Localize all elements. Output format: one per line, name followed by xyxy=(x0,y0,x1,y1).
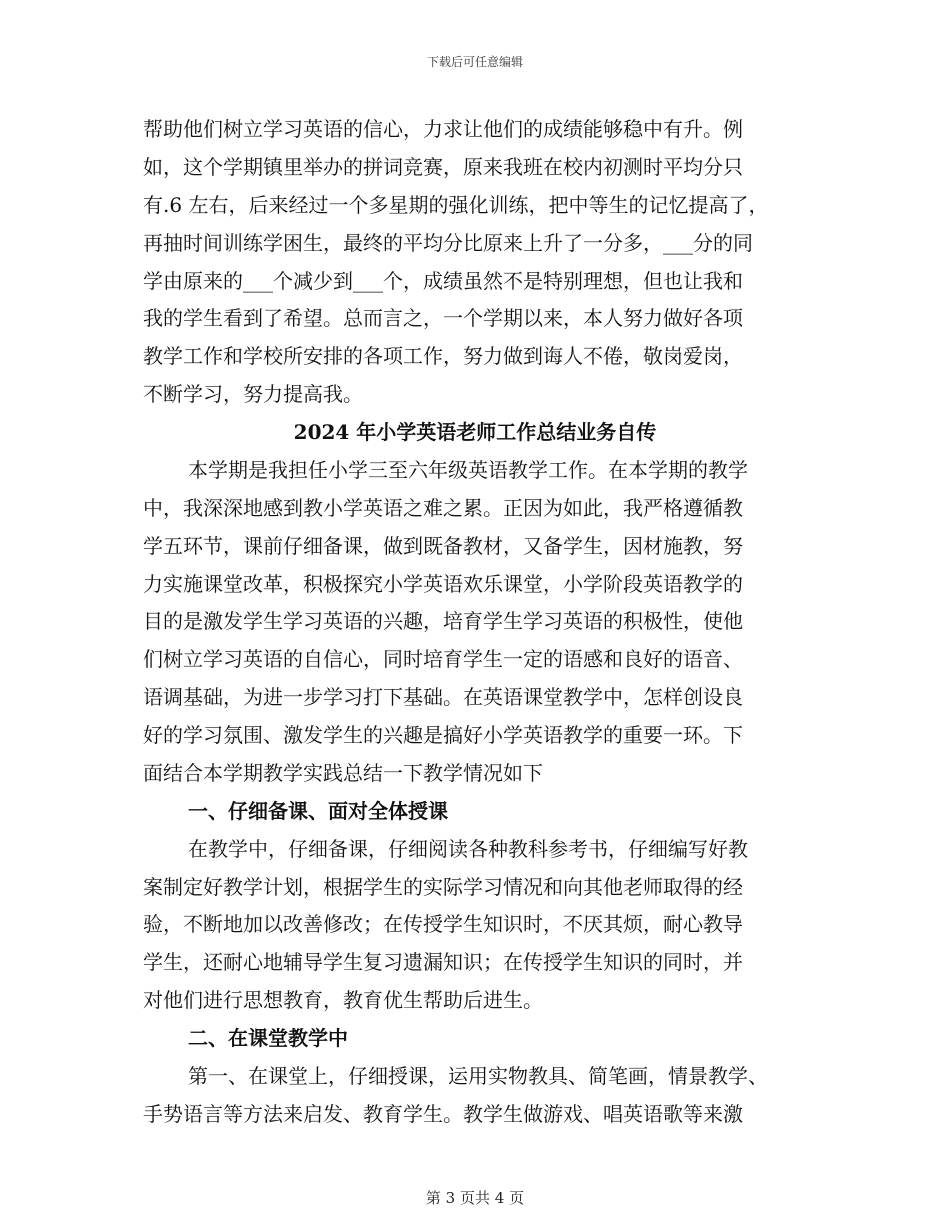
paragraph-line: 有.6 左右，后来经过一个多星期的强化训练，把中等生的记忆提高了， xyxy=(143,193,769,217)
page-footer: 第 3 页共 4 页 xyxy=(425,1189,525,1207)
paragraph-line: 我的学生看到了希望。总而言之，一个学期以来，本人努力做好各项 xyxy=(143,306,743,330)
paragraph-line: 们树立学习英语的自信心，同时培育学生一定的语感和良好的语音、 xyxy=(143,647,743,671)
paragraph-line: 学生，还耐心地辅导学生复习遗漏知识；在传授学生知识的同时，并 xyxy=(143,950,743,974)
paragraph-line: 帮助他们树立学习英语的信心，力求让他们的成绩能够稳中有升。例 xyxy=(143,117,743,141)
paragraph-line: 不断学习，努力提高我。 xyxy=(143,382,363,406)
paragraph-line: 学五环节，课前仔细备课，做到既备教材，又备学生，因材施教，努 xyxy=(143,534,743,558)
paragraph-line: 对他们进行思想教育，教育优生帮助后进生。 xyxy=(143,988,543,1012)
section-heading-1: 一、仔细备课、面对全体授课 xyxy=(188,799,448,823)
paragraph-line: 语调基础，为进一步学习打下基础。在英语课堂教学中，怎样创设良 xyxy=(143,685,743,709)
paragraph-line: 第一、在课堂上，仔细授课，运用实物教具、简笔画，情景教学、 xyxy=(188,1064,768,1088)
page-header: 下载后可任意编辑 xyxy=(426,55,523,69)
section-title: 2024 年小学英语老师工作总结业务自传 xyxy=(293,420,657,444)
paragraph-line: 验，不断地加以改善修改；在传授学生知识时，不厌其烦，耐心教导 xyxy=(143,912,743,936)
section-heading-2: 二、在课堂教学中 xyxy=(188,1026,348,1050)
paragraph-line: 在教学中，仔细备课，仔细阅读各种教科参考书，仔细编写好教 xyxy=(188,837,748,861)
paragraph-line: 如，这个学期镇里举办的拼词竞赛，原来我班在校内初测时平均分只 xyxy=(143,155,743,179)
paragraph-line: 手势语言等方法来启发、教育学生。教学生做游戏、唱英语歌等来激 xyxy=(143,1102,743,1126)
paragraph-line: 目的是激发学生学习英语的兴趣，培育学生学习英语的积极性，使他 xyxy=(143,609,743,633)
paragraph-line: 案制定好教学计划，根据学生的实际学习情况和向其他老师取得的经 xyxy=(143,875,743,899)
paragraph-line: 学由原来的___个减少到___个，成绩虽然不是特别理想，但也让我和 xyxy=(143,269,743,293)
paragraph-line: 教学工作和学校所安排的各项工作，努力做到诲人不倦，敬岗爱岗， xyxy=(143,344,743,368)
paragraph-line: 本学期是我担任小学三至六年级英语教学工作。在本学期的教学 xyxy=(188,458,748,482)
paragraph-line: 再抽时间训练学困生，最终的平均分比原来上升了一分多，___分的同 xyxy=(143,231,753,255)
paragraph-line: 面结合本学期教学实践总结一下教学情况如下 xyxy=(143,761,543,785)
paragraph-line: 力实施课堂改革，积极探究小学英语欢乐课堂，小学阶段英语教学的 xyxy=(143,572,743,596)
paragraph-line: 好的学习氛围、激发学生的兴趣是搞好小学英语教学的重要一环。下 xyxy=(143,723,743,747)
paragraph-line: 中，我深深地感到教小学英语之难之累。正因为如此，我严格遵循教 xyxy=(143,496,743,520)
